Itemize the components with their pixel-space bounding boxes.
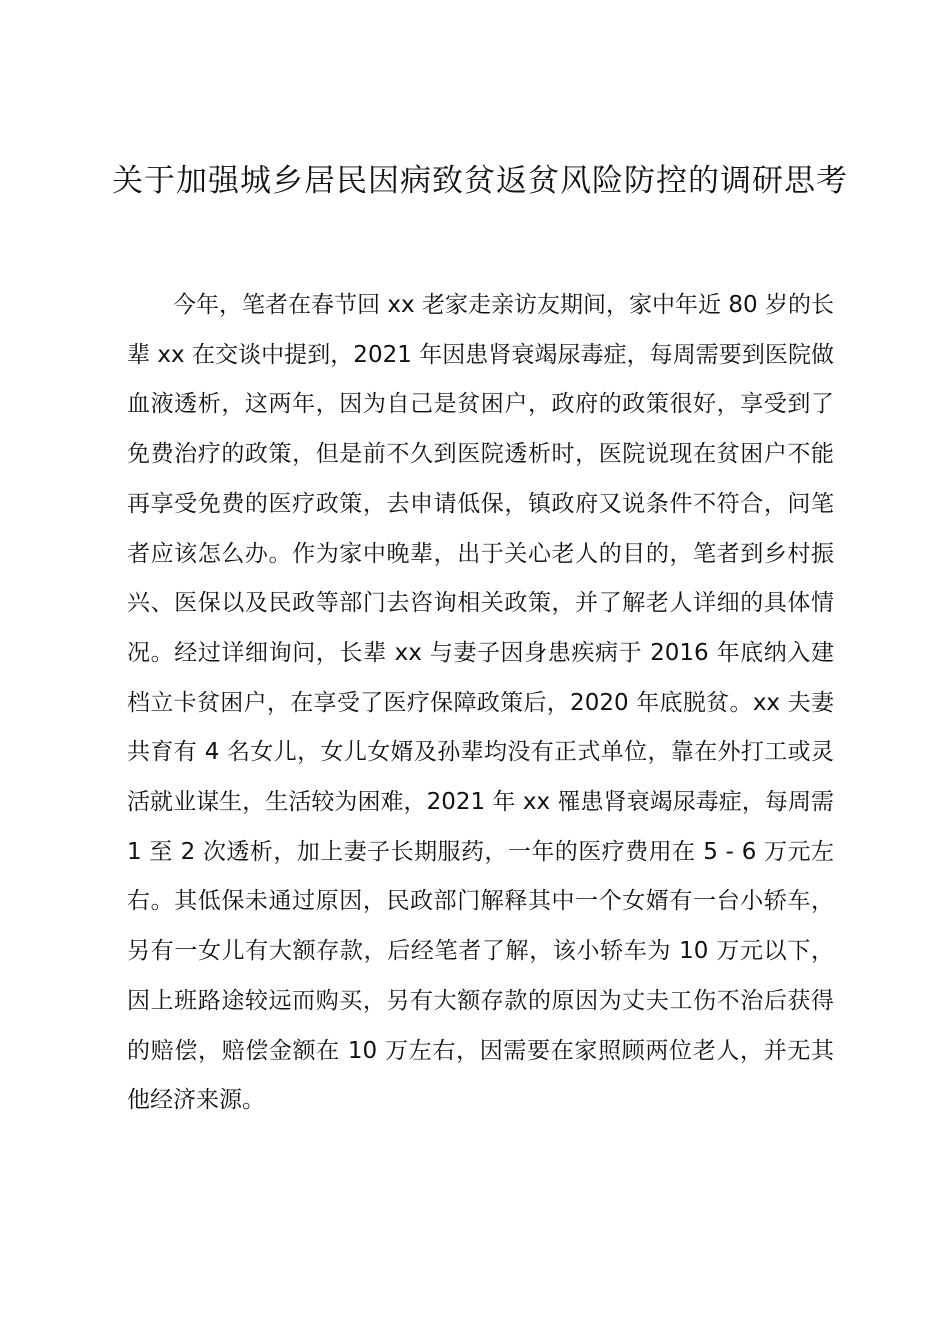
body-paragraph: 今年，笔者在春节回 xx 老家走亲访友期间，家中年近 80 岁的长辈 xx 在交谈中提到，2021 年因患肾衰竭尿毒症，每周需要到医院做血液透析，这两年，因为自己是贫困户，政府的政策很好，享受到了免费治疗的政策，但是前不久到医院透析时，医院说现在贫困户不能再享受免费的医疗政策，去申请低保，镇政府又说条件不符合，问笔者应该怎么办。作为家中晚辈，出于关心老人的目的，笔者到乡村振兴、医保以及民政等部门去咨询相关政策，并了解老人详细的具体情况。经过详细询问，长辈 xx 与妻子因身患疾病于 2016 年底纳入建档立卡贫困户，在享受了医疗保障政策后，2020 年底脱贫。xx 夫妻共育有 4 名女儿，女儿女婿及孙辈均没有正式单位，靠在外打工或灵活就业谋生，生活较为困难，2021 年 xx 罹患肾衰竭尿毒症，每周需 1 至 2 次透析，加上妻子长期服药，一年的医疗费用在 5 - 6 万元左右。其低保未通过原因，民政部门解释其中一个女婿有一台小轿车，另有一女儿有大额存款，后经笔者了解，该小轿车为 10 万元以下，因上班路途较远而购买，另有大额存款的原因为丈夫工伤不治后获得的赔偿，赔偿金额在 10 万左右，因需要在家照顾两位老人，并无其他经济来源。 — [127, 292, 834, 1114]
document-title: 关于加强城乡居民因病致贫返贫风险防控的调研思考 — [112, 163, 848, 199]
